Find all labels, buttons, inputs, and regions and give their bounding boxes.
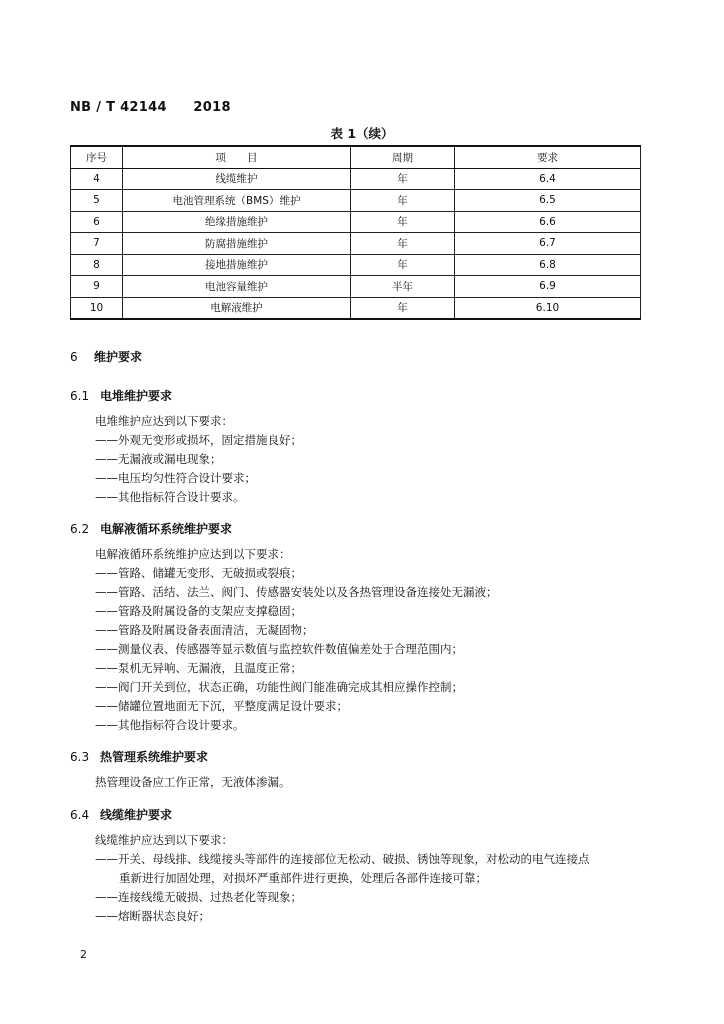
section-title: 线缆维护要求	[100, 808, 173, 822]
list-item-continuation: 重新进行加固处理，对损坏严重部件进行更换，处理后各部件连接可靠；	[119, 871, 487, 885]
list-item: ——管路及附属设备表面清洁，无凝固物；	[95, 623, 314, 637]
cell-requirement: 6.5	[455, 190, 641, 212]
list-item: ——泵机无异响、无漏液，且温度正常；	[95, 661, 302, 675]
cell-seq: 9	[71, 276, 123, 298]
list-item: ——阀门开关到位，状态正确，功能性阀门能准确完成其相应操作控制；	[95, 680, 463, 694]
table-row	[71, 233, 641, 255]
list-item: ——管路、储罐无变形、无破损或裂痕；	[95, 566, 302, 580]
cell-period: 年	[351, 211, 455, 233]
section-6-3-body	[95, 773, 655, 792]
cell-item: 电池容量维护	[123, 276, 351, 298]
list-item: ——测量仪表、传感器等显示数值与监控软件数值偏差处于合理范围内；	[95, 642, 463, 656]
list-item: ——连接线缆无破损、过热老化等现象；	[95, 890, 302, 904]
cell-item: 电解液维护	[123, 297, 351, 319]
cell-period: 年	[351, 190, 455, 212]
cell-period: 年	[351, 168, 455, 190]
section-title: 维护要求	[94, 350, 143, 364]
section-number: 6	[70, 350, 78, 364]
list-item: ——其他指标符合设计要求。	[95, 490, 245, 504]
section-number: 6.1	[70, 389, 90, 403]
list-item: ——其他指标符合设计要求。	[95, 718, 245, 732]
cell-period: 年	[351, 233, 455, 255]
cell-item: 线缆维护	[123, 168, 351, 190]
table-row	[71, 276, 641, 298]
list-item: ——开关、母线排、线缆接头等部件的连接部位无松动、破损、锈蚀等现象，对松动的电气连接点	[95, 852, 590, 866]
header-cell-requirement: 要求	[455, 146, 641, 168]
section-number: 6.3	[70, 750, 90, 764]
cell-seq: 8	[71, 254, 123, 276]
header-cell-period: 周期	[351, 146, 455, 168]
section-6-heading	[70, 348, 142, 365]
cell-seq: 6	[71, 211, 123, 233]
cell-requirement: 6.10	[455, 297, 641, 319]
list-item: ——管路、活结、法兰、阀门、传感器安装处以及各热管理设备连接处无漏液；	[95, 585, 498, 599]
cell-period: 年	[351, 297, 455, 319]
cell-requirement: 6.6	[455, 211, 641, 233]
body-text: 热管理设备应工作正常，无液体渗漏。	[95, 775, 291, 789]
section-6-2-heading	[70, 520, 232, 537]
cell-requirement: 6.8	[455, 254, 641, 276]
section-6-1-body	[95, 412, 655, 507]
cell-seq: 5	[71, 190, 123, 212]
cell-seq: 10	[71, 297, 123, 319]
table-row	[71, 190, 641, 212]
section-6-3-heading	[70, 748, 208, 765]
cell-seq: 7	[71, 233, 123, 255]
cell-period: 年	[351, 254, 455, 276]
cell-requirement: 6.7	[455, 233, 641, 255]
list-item: ——储罐位置地面无下沉，平整度满足设计要求；	[95, 699, 348, 713]
maintenance-table	[70, 145, 641, 320]
table-row	[71, 211, 641, 233]
section-6-4-heading	[70, 806, 172, 823]
list-item: ——管路及附属设备的支架应支撑稳固；	[95, 604, 302, 618]
section-title: 电堆维护要求	[100, 389, 173, 403]
cell-seq: 4	[71, 168, 123, 190]
page-number: 2	[80, 948, 87, 961]
table-row	[71, 254, 641, 276]
header-cell-item: 项 目	[123, 146, 351, 168]
cell-item: 绝缘措施维护	[123, 211, 351, 233]
cell-item: 防腐措施维护	[123, 233, 351, 255]
table-header-row	[71, 146, 641, 168]
intro-text: 电解液循环系统维护应达到以下要求：	[95, 547, 291, 561]
standard-number: NB / T 42144 2018	[70, 100, 231, 115]
list-item: ——外观无变形或损坏，固定措施良好；	[95, 433, 302, 447]
section-6-2-body	[95, 545, 655, 735]
cell-requirement: 6.4	[455, 168, 641, 190]
section-title: 电解液循环系统维护要求	[100, 522, 233, 536]
intro-text: 线缆维护应达到以下要求：	[95, 833, 233, 847]
list-item: ——无漏液或漏电现象；	[95, 452, 222, 466]
table-row	[71, 168, 641, 190]
section-number: 6.4	[70, 808, 90, 822]
cell-period: 半年	[351, 276, 455, 298]
cell-item: 电池管理系统（BMS）维护	[123, 190, 351, 212]
section-number: 6.2	[70, 522, 90, 536]
header-cell-seq: 序号	[71, 146, 123, 168]
list-item: ——电压均匀性符合设计要求；	[95, 471, 256, 485]
cell-item: 接地措施维护	[123, 254, 351, 276]
section-6-4-body	[95, 831, 655, 926]
list-item: ——熔断器状态良好；	[95, 909, 210, 923]
section-6-1-heading	[70, 387, 172, 404]
section-title: 热管理系统维护要求	[100, 750, 209, 764]
intro-text: 电堆维护应达到以下要求：	[95, 414, 233, 428]
table-row	[71, 297, 641, 319]
cell-requirement: 6.9	[455, 276, 641, 298]
table-caption: 表 1（续）	[330, 126, 394, 141]
